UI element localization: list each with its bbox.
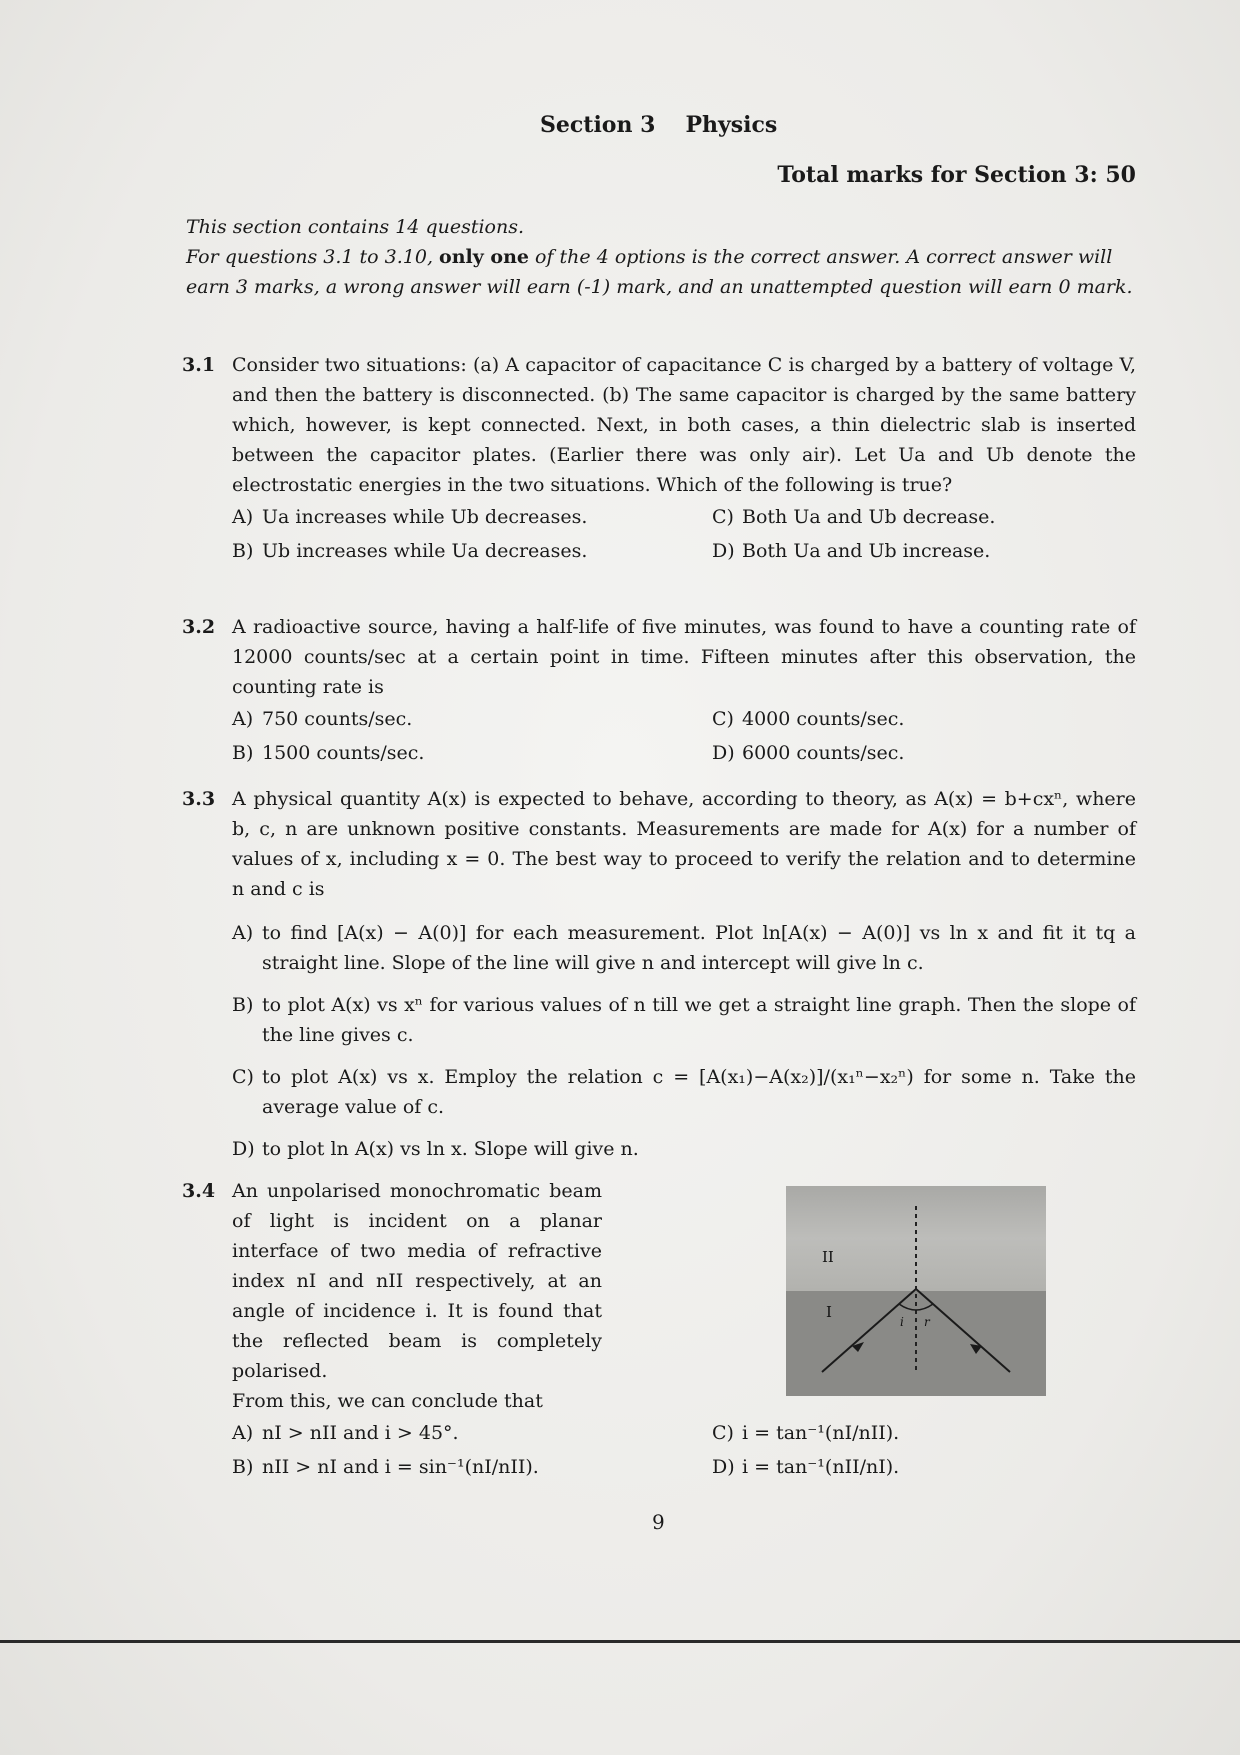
subject-label: Physics [685, 112, 778, 138]
option-a-text: to find [A(x) − A(0)] for each measurement. Plot ln[A(x) − A(0)] vs ln x and fit it tq a straight line. Slope of the line will give n and intercept will give ln c. [262, 922, 1136, 974]
question-number: 3.3 [182, 788, 216, 810]
option-b-text: to plot A(x) vs xⁿ for various values of n till we get a straight line graph. Then the slope of the line gives c. [262, 994, 1136, 1046]
option-a-text: Ua increases while Ub decreases. [262, 506, 588, 528]
option-c[interactable]: C) 4000 counts/sec. [712, 704, 1136, 734]
option-b[interactable]: B) Ub increases while Ua decreases. [232, 536, 712, 566]
option-c[interactable]: C) to plot A(x) vs x. Employ the relation c = [A(x₁)−A(x₂)]/(x₁ⁿ−x₂ⁿ) for some n. Take the average value of c. [232, 1062, 1136, 1122]
section-instructions [186, 212, 1136, 302]
page-number: 9 [652, 1510, 665, 1534]
option-b-text: Ub increases while Ua decreases. [262, 540, 588, 562]
instructions-emphasis: only one [439, 246, 529, 268]
options [232, 704, 1136, 768]
option-b-text: 1500 counts/sec. [262, 742, 425, 764]
option-b[interactable]: B) nII > nI and i = sin⁻¹(nI/nII). [232, 1452, 712, 1482]
option-d-text: 6000 counts/sec. [742, 742, 905, 764]
question-number: 3.2 [182, 616, 216, 638]
medium-ii-label: II [822, 1248, 834, 1266]
option-d[interactable]: D) to plot ln A(x) vs ln x. Slope will give n. [232, 1134, 1136, 1164]
refraction-diagram [786, 1186, 1046, 1396]
option-a[interactable]: A) Ua increases while Ub decreases. [232, 502, 712, 532]
question-number: 3.1 [182, 354, 216, 376]
options [232, 502, 1136, 566]
option-c[interactable]: C) Both Ua and Ub decrease. [712, 502, 1136, 532]
angle-i-label: i [900, 1315, 904, 1329]
section-label: Section 3 [540, 112, 656, 138]
question-text: A radioactive source, having a half-life of five minutes, was found to have a counting rate of 12000 counts/sec at a certain point in time. Fifteen minutes after this observation, the counting rate is [232, 616, 1136, 698]
option-a[interactable]: A) to find [A(x) − A(0)] for each measurement. Plot ln[A(x) − A(0)] vs ln x and fit it tq a straight line. Slope of the line will give n and intercept will give ln c. [232, 918, 1136, 978]
option-b[interactable]: B) to plot A(x) vs xⁿ for various values of n till we get a straight line graph. Then the slope of the line gives c. [232, 990, 1136, 1050]
option-a-text: nI > nII and i > 45°. [262, 1422, 459, 1444]
option-a[interactable]: A) nI > nII and i > 45°. [232, 1418, 712, 1448]
bottom-rule [0, 1640, 1240, 1643]
question-3-1 [182, 350, 1136, 566]
question-number: 3.4 [182, 1180, 216, 1202]
question-text: Consider two situations: (a) A capacitor of capacitance C is charged by a battery of voltage V, and then the battery is disconnected. (b) The same capacitor is charged by the same battery which, however, is kept connected. Next, in both cases, a thin dielectric slab is inserted between the capacitor plates. (Earlier there was only air). Let Ua and Ub denote the electrostatic energies in the two situations. Which of the following is true? [232, 354, 1136, 496]
options [232, 918, 1136, 1164]
question-text: An unpolarised monochromatic beam of light is incident on a planar interface of two media of refractive index nI and nII respectively, at an angle of incidence i. It is found that the reflected beam is completely polarised. [232, 1180, 602, 1382]
option-b-text: nII > nI and i = sin⁻¹(nI/nII). [262, 1456, 539, 1478]
instructions-line-2 [186, 242, 1136, 302]
option-c-text: Both Ua and Ub decrease. [742, 506, 996, 528]
question-text: A physical quantity A(x) is expected to behave, according to theory, as A(x) = b+cxⁿ, where b, c, n are unknown positive constants. Measurements are made for A(x) for a number of values of x, including x = 0. The best way to proceed to verify the relation and to determine n and c is [232, 788, 1136, 900]
options [232, 1418, 1136, 1482]
question-3-3 [182, 784, 1136, 1176]
option-c-text: i = tan⁻¹(nI/nII). [742, 1422, 900, 1444]
angle-r-label: r [924, 1315, 930, 1329]
total-marks: Total marks for Section 3: 50 [777, 162, 1136, 188]
option-c-text: to plot A(x) vs x. Employ the relation c = [A(x₁)−A(x₂)]/(x₁ⁿ−x₂ⁿ) for some n. Take the average value of c. [262, 1066, 1136, 1118]
question-prompt: From this, we can conclude that [232, 1390, 543, 1412]
option-a[interactable]: A) 750 counts/sec. [232, 704, 712, 734]
section-heading [540, 112, 777, 138]
option-d-text: Both Ua and Ub increase. [742, 540, 991, 562]
option-a-text: 750 counts/sec. [262, 708, 413, 730]
option-d-text: i = tan⁻¹(nII/nI). [742, 1456, 900, 1478]
option-c-text: 4000 counts/sec. [742, 708, 905, 730]
medium-i-label: I [826, 1303, 832, 1321]
option-b[interactable]: B) 1500 counts/sec. [232, 738, 712, 768]
option-c[interactable]: C) i = tan⁻¹(nI/nII). [712, 1418, 1136, 1448]
option-d[interactable]: D) 6000 counts/sec. [712, 738, 1136, 768]
instructions-pre: For questions 3.1 to 3.10, [186, 246, 433, 268]
instructions-line-1: This section contains 14 questions. [186, 216, 525, 238]
option-d-text: to plot ln A(x) vs ln x. Slope will give n. [262, 1138, 639, 1160]
question-3-2 [182, 612, 1136, 768]
option-d[interactable]: D) i = tan⁻¹(nII/nI). [712, 1452, 1136, 1482]
option-d[interactable]: D) Both Ua and Ub increase. [712, 536, 1136, 566]
instructions-post: of the 4 options is the correct answer. A correct answer will earn 3 marks, a wrong answer will earn (-1) mark, and an unattempted question will earn 0 mark. [186, 246, 1133, 298]
